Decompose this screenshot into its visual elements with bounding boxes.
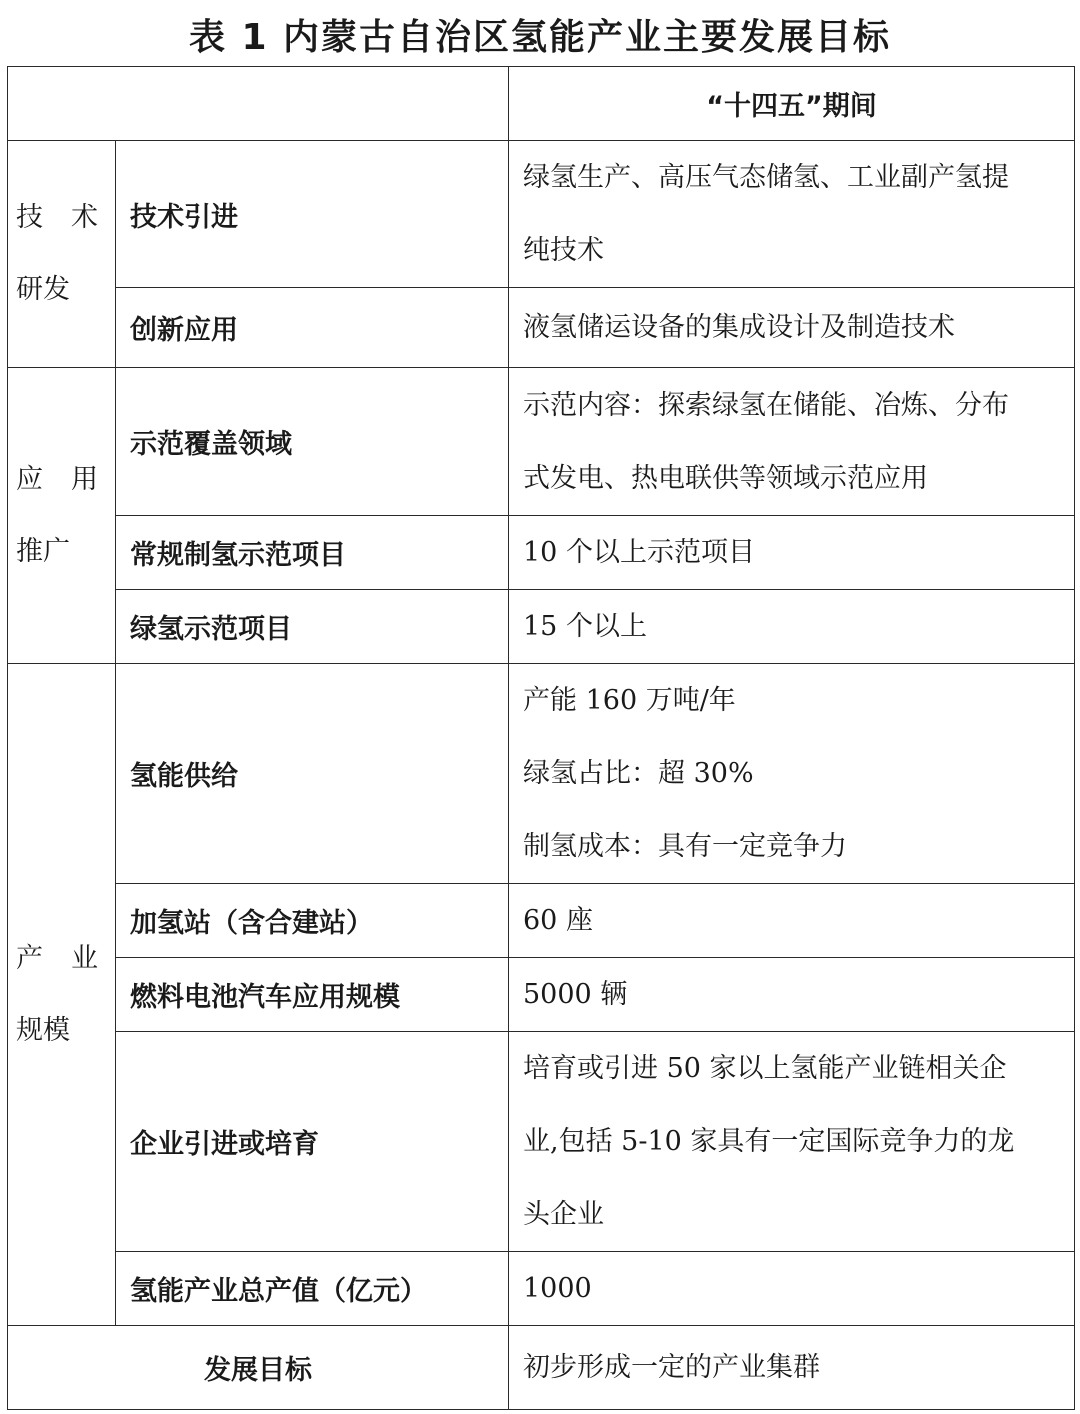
header-period: “十四五”期间 xyxy=(509,67,1075,141)
row-label: 常规制氢示范项目 xyxy=(116,516,509,590)
value-line: 绿氢生产、高压气态储氢、工业副产氢提 xyxy=(523,162,1009,193)
table-row xyxy=(8,884,1075,958)
table-title: 表 1 内蒙古自治区氢能产业主要发展目标 xyxy=(188,17,892,58)
value-line: 5000 辆 xyxy=(523,979,628,1010)
category-line: 产 业 xyxy=(16,942,98,974)
table-row xyxy=(8,1032,1075,1252)
row-value xyxy=(509,288,1075,368)
row-value xyxy=(509,516,1075,590)
table-row xyxy=(8,516,1075,590)
value-line: 纯技术 xyxy=(523,235,604,266)
row-value xyxy=(509,590,1075,664)
development-goal-label: 发展目标 xyxy=(8,1326,509,1410)
table-row xyxy=(8,288,1075,368)
row-label: 创新应用 xyxy=(116,288,509,368)
category-application xyxy=(8,368,116,664)
value-line: 15 个以上 xyxy=(523,611,647,642)
value-line: 60 座 xyxy=(523,905,593,936)
table-row xyxy=(8,141,1075,288)
category-line: 规模 xyxy=(16,1014,70,1046)
row-label: 加氢站（含合建站） xyxy=(116,884,509,958)
value-line: 10 个以上示范项目 xyxy=(523,537,755,568)
value-line: 业,包括 5-10 家具有一定国际竞争力的龙 xyxy=(523,1126,1015,1157)
development-goal-value xyxy=(509,1326,1075,1410)
row-value xyxy=(509,664,1075,884)
table-row xyxy=(8,664,1075,884)
row-value xyxy=(509,1252,1075,1326)
value-line: 示范内容：探索绿氢在储能、冶炼、分布 xyxy=(523,389,1009,421)
row-label: 绿氢示范项目 xyxy=(116,590,509,664)
value-line: 液氢储运设备的集成设计及制造技术 xyxy=(523,312,955,343)
row-label: 技术引进 xyxy=(116,141,509,288)
row-value xyxy=(509,141,1075,288)
row-value xyxy=(509,958,1075,1032)
table-row xyxy=(8,1252,1075,1326)
value-line: 1000 xyxy=(523,1273,592,1304)
value-line: 头企业 xyxy=(523,1199,604,1230)
header-blank-cell xyxy=(8,67,509,141)
value-line: 初步形成一定的产业集群 xyxy=(523,1352,820,1383)
goals-table xyxy=(7,66,1075,1410)
table-row xyxy=(8,590,1075,664)
header-row xyxy=(8,67,1075,141)
row-value xyxy=(509,368,1075,516)
footer-row xyxy=(8,1326,1075,1410)
category-industry-scale xyxy=(8,664,116,1326)
category-line: 研发 xyxy=(16,274,70,305)
row-value xyxy=(509,1032,1075,1252)
row-label: 燃料电池汽车应用规模 xyxy=(116,958,509,1032)
value-line: 产能 160 万吨/年 xyxy=(523,685,736,716)
category-tech-rd xyxy=(8,141,116,368)
value-line: 绿氢占比：超 30% xyxy=(523,758,754,789)
table-row xyxy=(8,958,1075,1032)
row-label: 氢能供给 xyxy=(116,664,509,884)
value-line: 培育或引进 50 家以上氢能产业链相关企 xyxy=(523,1053,1007,1084)
row-label: 氢能产业总产值（亿元） xyxy=(116,1252,509,1326)
row-label: 示范覆盖领域 xyxy=(116,368,509,516)
category-line: 推广 xyxy=(16,535,70,567)
table-row xyxy=(8,368,1075,516)
value-line: 制氢成本：具有一定竞争力 xyxy=(523,831,847,862)
category-line: 技 术 xyxy=(16,202,98,233)
row-label: 企业引进或培育 xyxy=(116,1032,509,1252)
category-line: 应 用 xyxy=(16,463,98,495)
row-value xyxy=(509,884,1075,958)
value-line: 式发电、热电联供等领域示范应用 xyxy=(523,462,928,494)
